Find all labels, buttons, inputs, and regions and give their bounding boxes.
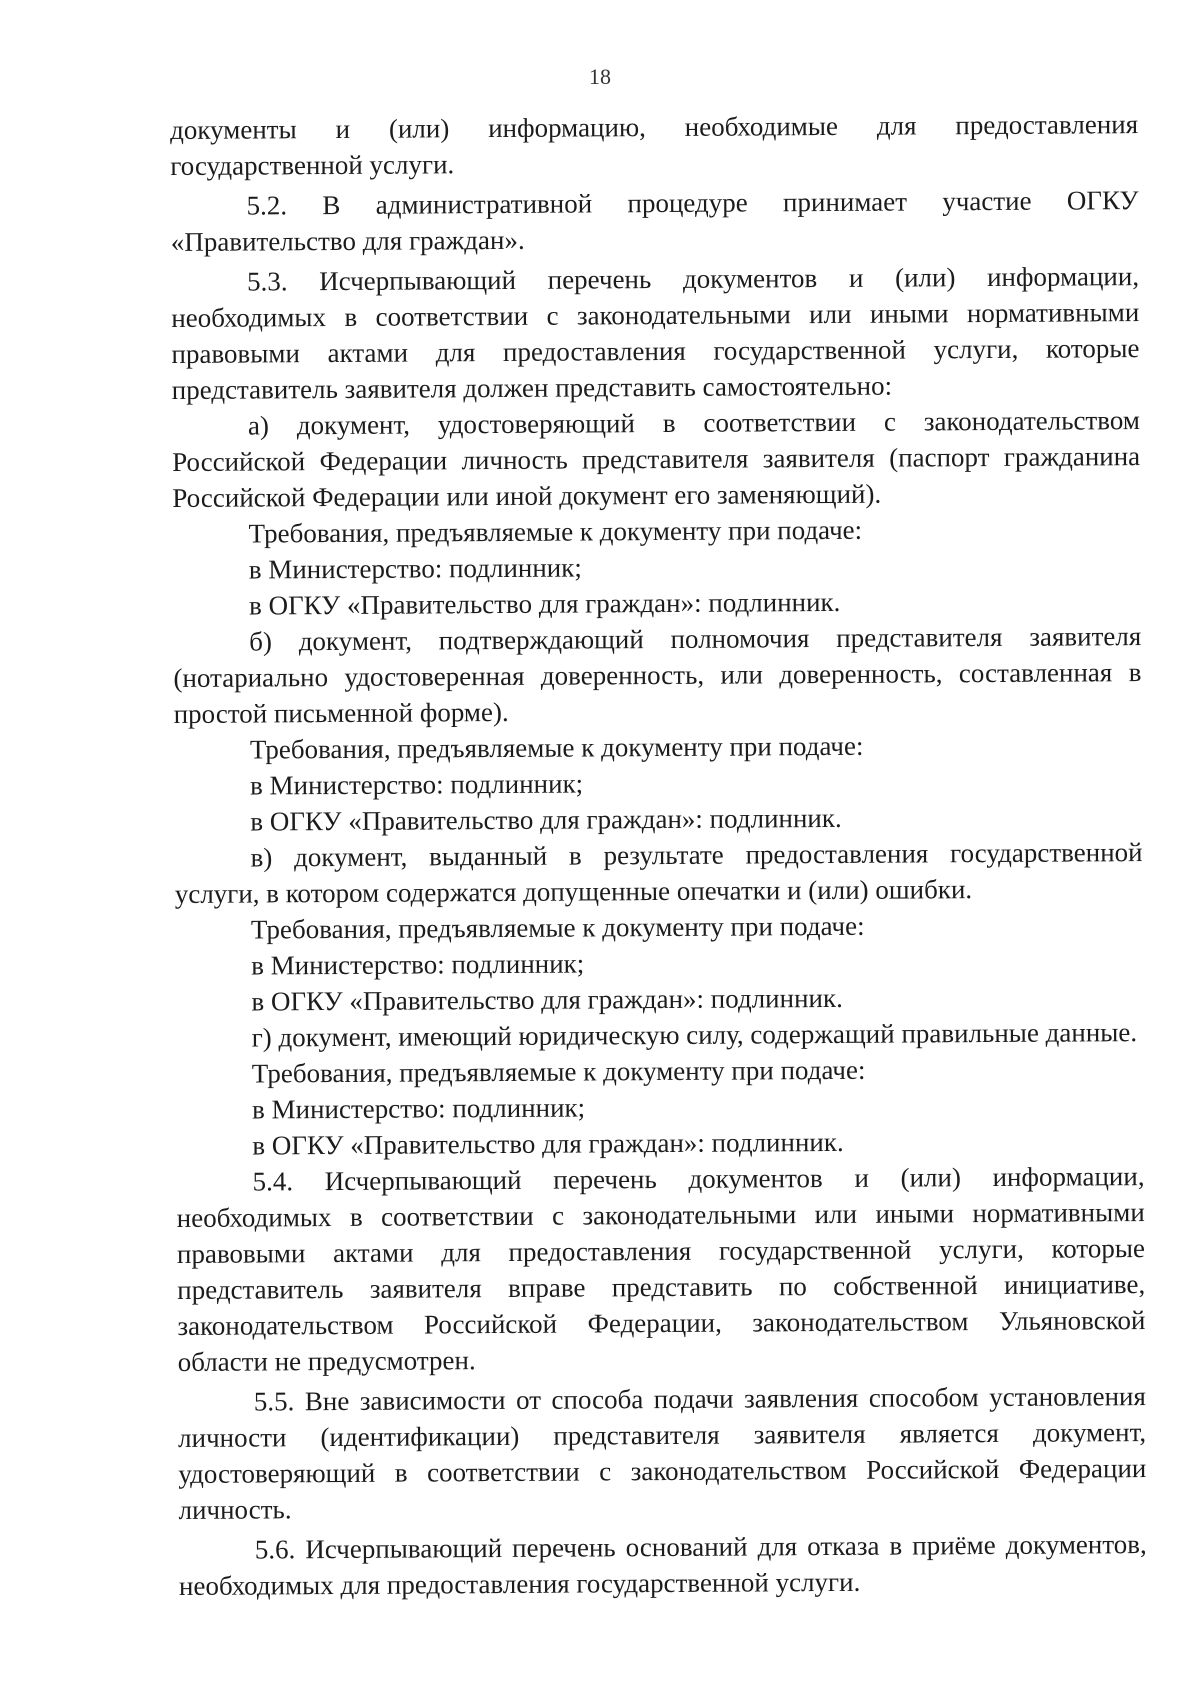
- paragraph-5-5: 5.5. Вне зависимости от способа подачи заявления способом установления личности (идентификации) представителя заявителя является документ, удостоверяющий в соответствии с законодательством Российской Федерации личность.: [178, 1381, 1147, 1525]
- item-v: в) документ, выданный в результате предоставления государственной услуги, в котором содержатся допущенные опечатки и (или) ошибки.: [174, 837, 1143, 909]
- requirements-heading: Требования, предъявляемые к документу при подаче:: [251, 1054, 866, 1089]
- requirement-ogku: в ОГКУ «Правительство для граждан»: подлинник.: [251, 982, 843, 1017]
- paragraph-5-6: 5.6. Исчерпывающий перечень оснований для отказа в приёме документов, необходимых для предоставления государственной услуги.: [178, 1529, 1147, 1601]
- item-a: а) документ, удостоверяющий в соответствии с законодательством Российской Федерации личность представителя заявителя (паспорт гражданина Российской Федерации или иной документ его заменяющий).: [172, 405, 1141, 513]
- paragraph-5-3: 5.3. Исчерпывающий перечень документов и (или) информации, необходимых в соответствии с законодательными или иными нормативными правовыми актами для предоставления государственной услуги, которые представитель заявителя должен представить самостоятельно:: [171, 261, 1140, 405]
- requirement-ministry: в Министерство: подлинник;: [248, 552, 582, 585]
- paragraph-5-2: 5.2. В административной процедуре принимает участие ОГКУ «Правительство для граждан».: [170, 185, 1139, 257]
- item-b: б) документ, подтверждающий полномочия представителя заявителя (нотариально удостоверенная доверенность, или доверенность, составленная в простой письменной форме).: [173, 621, 1142, 729]
- paragraph-5-4: 5.4. Исчерпывающий перечень документов и (или) информации, необходимых в соответствии с законодательными или иными нормативными правовыми актами для предоставления государственной услуги, которые представитель заявителя вправе представить по собственной инициативе, законодательством Российской Федерации, законодательством Ульяновской области не предусмотрен.: [176, 1161, 1146, 1377]
- requirement-ministry: в Министерство: подлинник;: [252, 1092, 586, 1125]
- requirement-ogku: в ОГКУ «Правительство для граждан»: подлинник.: [250, 802, 842, 837]
- paragraph-continuation: документы и (или) информацию, необходимые для предоставления государственной услуги.: [170, 109, 1139, 181]
- requirements-heading: Требования, предъявляемые к документу при подаче:: [250, 910, 865, 945]
- document-body: [170, 106, 1147, 1604]
- requirement-ogku: в ОГКУ «Правительство для граждан»: подлинник.: [252, 1126, 844, 1161]
- requirement-ministry: в Министерство: подлинник;: [250, 768, 584, 801]
- page-number: 18: [589, 64, 611, 89]
- requirements-heading: Требования, предъявляемые к документу при подаче:: [249, 730, 864, 765]
- item-g: г) документ, имеющий юридическую силу, содержащий правильные данные.: [251, 1017, 1138, 1053]
- requirement-ogku: в ОГКУ «Правительство для граждан»: подлинник.: [248, 586, 841, 621]
- requirements-heading: Требования, предъявляемые к документу при подаче:: [248, 514, 863, 549]
- requirement-ministry: в Министерство: подлинник;: [251, 948, 585, 981]
